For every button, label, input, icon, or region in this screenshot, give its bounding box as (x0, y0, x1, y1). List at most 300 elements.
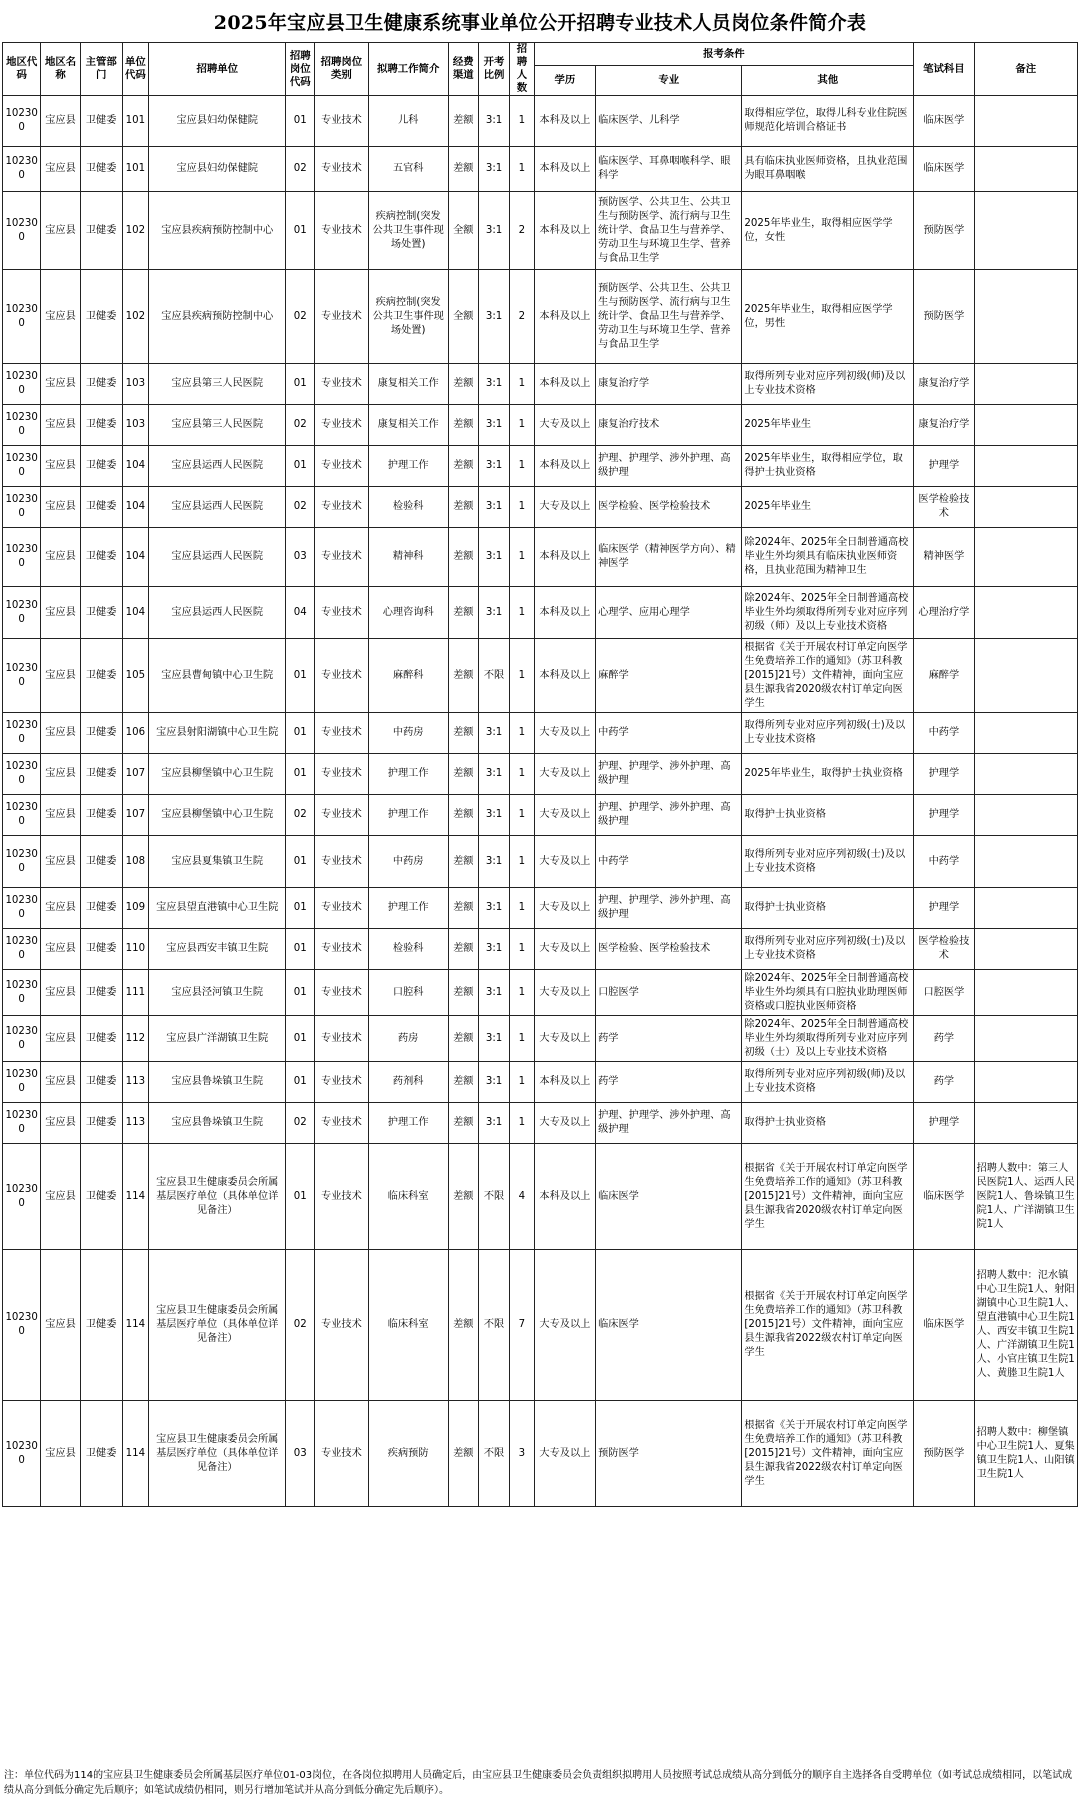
cell-area-name: 宝应县 (41, 970, 80, 1016)
cell-remark (974, 446, 1077, 487)
cell-funding: 差额 (448, 528, 478, 587)
cell-area-code: 102300 (3, 970, 41, 1016)
cell-post-type: 专业技术 (315, 587, 368, 639)
cell-edu: 大专及以上 (534, 713, 596, 754)
cell-major: 康复治疗技术 (596, 405, 742, 446)
cell-funding: 差额 (448, 888, 478, 929)
cell-funding: 差额 (448, 970, 478, 1016)
table-body (3, 96, 1078, 1507)
cell-exam: 预防医学 (914, 270, 974, 364)
cell-ratio: 3:1 (478, 270, 509, 364)
cell-dept: 卫健委 (80, 639, 122, 713)
table-row (3, 1062, 1078, 1103)
cell-edu: 大专及以上 (534, 487, 596, 528)
cell-post-type: 专业技术 (315, 96, 368, 147)
cell-unit: 宝应县鲁垛镇卫生院 (149, 1062, 286, 1103)
cell-unit: 宝应县夏集镇卫生院 (149, 836, 286, 888)
cell-post-type: 专业技术 (315, 147, 368, 192)
cell-other: 取得所列专业对应序列初级(士)及以上专业技术资格 (742, 713, 914, 754)
cell-major: 临床医学 (596, 1144, 742, 1250)
cell-area-code: 102300 (3, 364, 41, 405)
cell-dept: 卫健委 (80, 1016, 122, 1062)
cell-unit-code: 102 (122, 192, 149, 270)
cell-post-type: 专业技术 (315, 1401, 368, 1507)
cell-other: 除2024年、2025年全日制普通高校毕业生外均须具有临床执业医师资格，且执业范围为精神卫生 (742, 528, 914, 587)
cell-post-type: 专业技术 (315, 970, 368, 1016)
cell-area-name: 宝应县 (41, 270, 80, 364)
cell-post-code: 02 (286, 487, 315, 528)
cell-unit-code: 112 (122, 1016, 149, 1062)
cell-area-name: 宝应县 (41, 1016, 80, 1062)
cell-exam: 临床医学 (914, 147, 974, 192)
cell-post-type: 专业技术 (315, 836, 368, 888)
cell-work: 精神科 (368, 528, 448, 587)
cell-funding: 全额 (448, 192, 478, 270)
cell-dept: 卫健委 (80, 888, 122, 929)
table-row (3, 795, 1078, 836)
cell-edu: 大专及以上 (534, 929, 596, 970)
cell-other: 取得所列专业对应序列初级(师)及以上专业技术资格 (742, 1062, 914, 1103)
cell-unit-code: 103 (122, 405, 149, 446)
cell-funding: 差额 (448, 147, 478, 192)
cell-dept: 卫健委 (80, 270, 122, 364)
cell-post-type: 专业技术 (315, 192, 368, 270)
cell-post-type: 专业技术 (315, 1016, 368, 1062)
cell-exam: 心理治疗学 (914, 587, 974, 639)
cell-exam: 中药学 (914, 836, 974, 888)
cell-dept: 卫健委 (80, 446, 122, 487)
cell-major: 护理、护理学、涉外护理、高级护理 (596, 888, 742, 929)
cell-ratio: 3:1 (478, 754, 509, 795)
cell-exam: 临床医学 (914, 1144, 974, 1250)
cell-unit-code: 104 (122, 587, 149, 639)
cell-other: 2025年毕业生，取得相应医学学位，女性 (742, 192, 914, 270)
cell-exam: 护理学 (914, 795, 974, 836)
table-row (3, 754, 1078, 795)
cell-area-code: 102300 (3, 754, 41, 795)
cell-remark (974, 405, 1077, 446)
table-row (3, 1401, 1078, 1507)
cell-count: 1 (510, 487, 534, 528)
cell-post-type: 专业技术 (315, 929, 368, 970)
cell-work: 药房 (368, 1016, 448, 1062)
cell-area-name: 宝应县 (41, 364, 80, 405)
cell-funding: 差额 (448, 364, 478, 405)
cell-edu: 本科及以上 (534, 587, 596, 639)
cell-post-code: 03 (286, 528, 315, 587)
cell-post-type: 专业技术 (315, 754, 368, 795)
cell-remark (974, 639, 1077, 713)
cell-edu: 大专及以上 (534, 754, 596, 795)
cell-unit-code: 113 (122, 1062, 149, 1103)
cell-remark (974, 713, 1077, 754)
cell-count: 1 (510, 888, 534, 929)
cell-major: 药学 (596, 1062, 742, 1103)
cell-unit-code: 104 (122, 446, 149, 487)
cell-edu: 本科及以上 (534, 364, 596, 405)
cell-unit: 宝应县射阳湖镇中心卫生院 (149, 713, 286, 754)
cell-funding: 差额 (448, 1062, 478, 1103)
cell-count: 2 (510, 192, 534, 270)
cell-major: 医学检验、医学检验技术 (596, 487, 742, 528)
cell-major: 中药学 (596, 836, 742, 888)
header-exam: 笔试科目 (914, 43, 974, 96)
cell-dept: 卫健委 (80, 970, 122, 1016)
table-row (3, 192, 1078, 270)
cell-dept: 卫健委 (80, 528, 122, 587)
cell-remark (974, 836, 1077, 888)
cell-other: 取得护士执业资格 (742, 1103, 914, 1144)
cell-area-code: 102300 (3, 192, 41, 270)
cell-other: 根据省《关于开展农村订单定向医学生免费培养工作的通知》（苏卫科教[2015]21号）文件精神，面向宝应县生源我省2020级农村订单定向医学生 (742, 639, 914, 713)
cell-work: 护理工作 (368, 888, 448, 929)
cell-funding: 差额 (448, 836, 478, 888)
cell-exam: 临床医学 (914, 96, 974, 147)
table-row (3, 364, 1078, 405)
cell-unit: 宝应县第三人民医院 (149, 364, 286, 405)
cell-work: 临床科室 (368, 1250, 448, 1401)
cell-unit-code: 105 (122, 639, 149, 713)
cell-post-code: 01 (286, 96, 315, 147)
cell-post-code: 01 (286, 836, 315, 888)
cell-remark (974, 888, 1077, 929)
cell-count: 1 (510, 1062, 534, 1103)
cell-count: 1 (510, 754, 534, 795)
header-count: 招聘人数 (510, 43, 534, 96)
cell-area-name: 宝应县 (41, 795, 80, 836)
cell-edu: 大专及以上 (534, 1103, 596, 1144)
cell-unit: 宝应县卫生健康委员会所属基层医疗单位（具体单位详见备注） (149, 1144, 286, 1250)
cell-ratio: 3:1 (478, 405, 509, 446)
table-row (3, 405, 1078, 446)
cell-area-code: 102300 (3, 528, 41, 587)
cell-remark: 招聘人数中：第三人民医院1人、运西人民医院1人、鲁垛镇卫生院1人、广洋湖镇卫生院1人 (974, 1144, 1077, 1250)
table-row (3, 270, 1078, 364)
cell-remark (974, 970, 1077, 1016)
cell-ratio: 3:1 (478, 970, 509, 1016)
cell-edu: 本科及以上 (534, 639, 596, 713)
cell-post-code: 01 (286, 888, 315, 929)
cell-other: 除2024年、2025年全日制普通高校毕业生外均须具有口腔执业助理医师资格或口腔执业医师资格 (742, 970, 914, 1016)
table-row (3, 888, 1078, 929)
cell-unit-code: 103 (122, 364, 149, 405)
cell-exam: 医学检验技术 (914, 929, 974, 970)
cell-area-name: 宝应县 (41, 528, 80, 587)
cell-post-type: 专业技术 (315, 1250, 368, 1401)
cell-work: 口腔科 (368, 970, 448, 1016)
cell-post-code: 01 (286, 192, 315, 270)
header-other: 其他 (742, 66, 914, 96)
cell-post-code: 02 (286, 1250, 315, 1401)
cell-funding: 差额 (448, 639, 478, 713)
cell-work: 康复相关工作 (368, 405, 448, 446)
cell-edu: 本科及以上 (534, 1144, 596, 1250)
cell-area-name: 宝应县 (41, 587, 80, 639)
recruitment-table (2, 42, 1078, 1507)
cell-ratio: 不限 (478, 1250, 509, 1401)
cell-exam: 医学检验技术 (914, 487, 974, 528)
cell-area-name: 宝应县 (41, 639, 80, 713)
cell-other: 2025年毕业生，取得护士执业资格 (742, 754, 914, 795)
cell-post-type: 专业技术 (315, 1144, 368, 1250)
cell-ratio: 3:1 (478, 795, 509, 836)
cell-work: 麻醉科 (368, 639, 448, 713)
cell-funding: 差额 (448, 487, 478, 528)
cell-dept: 卫健委 (80, 147, 122, 192)
cell-count: 1 (510, 970, 534, 1016)
cell-ratio: 不限 (478, 1144, 509, 1250)
cell-post-type: 专业技术 (315, 639, 368, 713)
cell-major: 护理、护理学、涉外护理、高级护理 (596, 754, 742, 795)
cell-dept: 卫健委 (80, 836, 122, 888)
header-post-code: 招聘岗位代码 (286, 43, 315, 96)
cell-unit-code: 110 (122, 929, 149, 970)
cell-remark (974, 587, 1077, 639)
cell-unit-code: 104 (122, 528, 149, 587)
cell-major: 预防医学、公共卫生、公共卫生与预防医学、流行病与卫生统计学、食品卫生与营养学、劳动卫生与环境卫生学、营养与食品卫生学 (596, 192, 742, 270)
cell-unit: 宝应县柳堡镇中心卫生院 (149, 754, 286, 795)
cell-dept: 卫健委 (80, 929, 122, 970)
cell-dept: 卫健委 (80, 1062, 122, 1103)
cell-other: 取得相应学位，取得儿科专业住院医师规范化培训合格证书 (742, 96, 914, 147)
cell-dept: 卫健委 (80, 587, 122, 639)
cell-ratio: 3:1 (478, 836, 509, 888)
cell-area-code: 102300 (3, 888, 41, 929)
cell-major: 麻醉学 (596, 639, 742, 713)
cell-work: 中药房 (368, 836, 448, 888)
cell-area-code: 102300 (3, 713, 41, 754)
cell-edu: 本科及以上 (534, 147, 596, 192)
cell-ratio: 3:1 (478, 888, 509, 929)
header-unit: 招聘单位 (149, 43, 286, 96)
cell-funding: 差额 (448, 929, 478, 970)
cell-area-code: 102300 (3, 405, 41, 446)
cell-count: 1 (510, 929, 534, 970)
cell-work: 康复相关工作 (368, 364, 448, 405)
cell-post-type: 专业技术 (315, 487, 368, 528)
cell-ratio: 3:1 (478, 446, 509, 487)
cell-remark: 招聘人数中：氾水镇中心卫生院1人、射阳湖镇中心卫生院1人、望直港镇中心卫生院1人、西安丰镇卫生院1人、广洋湖镇卫生院1人、小官庄镇卫生院1人、黄塍卫生院1人 (974, 1250, 1077, 1401)
cell-post-type: 专业技术 (315, 528, 368, 587)
cell-work: 疾病预防 (368, 1401, 448, 1507)
cell-area-name: 宝应县 (41, 192, 80, 270)
cell-post-type: 专业技术 (315, 713, 368, 754)
cell-unit: 宝应县曹甸镇中心卫生院 (149, 639, 286, 713)
header-work: 拟聘工作简介 (368, 43, 448, 96)
cell-exam: 康复治疗学 (914, 364, 974, 405)
cell-other: 除2024年、2025年全日制普通高校毕业生外均须取得所列专业对应序列初级（士）及以上专业技术资格 (742, 1016, 914, 1062)
cell-unit-code: 111 (122, 970, 149, 1016)
cell-area-name: 宝应县 (41, 1062, 80, 1103)
cell-unit-code: 109 (122, 888, 149, 929)
cell-work: 五官科 (368, 147, 448, 192)
cell-other: 2025年毕业生，取得相应医学学位，男性 (742, 270, 914, 364)
cell-work: 临床科室 (368, 1144, 448, 1250)
cell-area-code: 102300 (3, 446, 41, 487)
cell-post-code: 03 (286, 1401, 315, 1507)
cell-funding: 差额 (448, 754, 478, 795)
cell-exam: 临床医学 (914, 1250, 974, 1401)
cell-area-code: 102300 (3, 1103, 41, 1144)
cell-post-code: 02 (286, 147, 315, 192)
cell-area-name: 宝应县 (41, 929, 80, 970)
cell-dept: 卫健委 (80, 364, 122, 405)
cell-area-code: 102300 (3, 639, 41, 713)
cell-unit: 宝应县鲁垛镇卫生院 (149, 1103, 286, 1144)
cell-area-code: 102300 (3, 929, 41, 970)
cell-remark: 招聘人数中：柳堡镇中心卫生院1人、夏集镇卫生院1人、山阳镇卫生院1人 (974, 1401, 1077, 1507)
cell-unit: 宝应县柳堡镇中心卫生院 (149, 795, 286, 836)
cell-exam: 预防医学 (914, 192, 974, 270)
cell-unit: 宝应县妇幼保健院 (149, 96, 286, 147)
cell-dept: 卫健委 (80, 1103, 122, 1144)
cell-post-code: 01 (286, 713, 315, 754)
cell-dept: 卫健委 (80, 795, 122, 836)
table-row (3, 1016, 1078, 1062)
table-row (3, 1250, 1078, 1401)
cell-ratio: 3:1 (478, 364, 509, 405)
cell-post-type: 专业技术 (315, 795, 368, 836)
cell-major: 心理学、应用心理学 (596, 587, 742, 639)
cell-other: 除2024年、2025年全日制普通高校毕业生外均须取得所列专业对应序列初级（师）及以上专业技术资格 (742, 587, 914, 639)
cell-exam: 护理学 (914, 888, 974, 929)
cell-area-code: 102300 (3, 1016, 41, 1062)
cell-unit: 宝应县运西人民医院 (149, 487, 286, 528)
cell-funding: 差额 (448, 1103, 478, 1144)
cell-count: 2 (510, 270, 534, 364)
table-row (3, 1144, 1078, 1250)
cell-major: 预防医学、公共卫生、公共卫生与预防医学、流行病与卫生统计学、食品卫生与营养学、劳动卫生与环境卫生学、营养与食品卫生学 (596, 270, 742, 364)
cell-unit: 宝应县广洋湖镇卫生院 (149, 1016, 286, 1062)
cell-count: 1 (510, 364, 534, 405)
cell-edu: 大专及以上 (534, 1016, 596, 1062)
table-row (3, 929, 1078, 970)
cell-count: 1 (510, 147, 534, 192)
cell-work: 护理工作 (368, 446, 448, 487)
cell-edu: 大专及以上 (534, 888, 596, 929)
cell-dept: 卫健委 (80, 1250, 122, 1401)
cell-unit-code: 108 (122, 836, 149, 888)
cell-major: 护理、护理学、涉外护理、高级护理 (596, 1103, 742, 1144)
table-row (3, 639, 1078, 713)
cell-count: 4 (510, 1144, 534, 1250)
cell-remark (974, 487, 1077, 528)
cell-area-name: 宝应县 (41, 713, 80, 754)
cell-count: 1 (510, 836, 534, 888)
cell-post-code: 01 (286, 929, 315, 970)
cell-edu: 本科及以上 (534, 528, 596, 587)
cell-post-type: 专业技术 (315, 364, 368, 405)
cell-ratio: 3:1 (478, 528, 509, 587)
cell-ratio: 3:1 (478, 96, 509, 147)
cell-other: 2025年毕业生 (742, 487, 914, 528)
cell-unit-code: 114 (122, 1144, 149, 1250)
header-dept: 主管部门 (80, 43, 122, 96)
cell-funding: 全额 (448, 270, 478, 364)
cell-other: 取得护士执业资格 (742, 888, 914, 929)
cell-area-name: 宝应县 (41, 147, 80, 192)
cell-area-code: 102300 (3, 836, 41, 888)
cell-count: 1 (510, 587, 534, 639)
cell-other: 2025年毕业生，取得相应学位，取得护士执业资格 (742, 446, 914, 487)
cell-remark (974, 364, 1077, 405)
cell-edu: 大专及以上 (534, 970, 596, 1016)
cell-ratio: 3:1 (478, 587, 509, 639)
cell-work: 疾病控制(突发公共卫生事件现场处置) (368, 192, 448, 270)
cell-unit: 宝应县运西人民医院 (149, 446, 286, 487)
cell-area-code: 102300 (3, 1401, 41, 1507)
cell-funding: 差额 (448, 1401, 478, 1507)
cell-ratio: 3:1 (478, 1103, 509, 1144)
header-area-name: 地区名称 (41, 43, 80, 96)
cell-exam: 麻醉学 (914, 639, 974, 713)
cell-other: 根据省《关于开展农村订单定向医学生免费培养工作的通知》（苏卫科教[2015]21号）文件精神，面向宝应县生源我省2022级农村订单定向医学生 (742, 1401, 914, 1507)
cell-dept: 卫健委 (80, 96, 122, 147)
cell-post-code: 02 (286, 270, 315, 364)
cell-count: 1 (510, 446, 534, 487)
cell-edu: 本科及以上 (534, 1062, 596, 1103)
cell-other: 取得所列专业对应序列初级(士)及以上专业技术资格 (742, 836, 914, 888)
cell-work: 护理工作 (368, 754, 448, 795)
cell-unit: 宝应县卫生健康委员会所属基层医疗单位（具体单位详见备注） (149, 1250, 286, 1401)
cell-work: 护理工作 (368, 795, 448, 836)
cell-other: 取得所列专业对应序列初级(师)及以上专业技术资格 (742, 364, 914, 405)
cell-count: 1 (510, 1016, 534, 1062)
cell-area-code: 102300 (3, 587, 41, 639)
cell-unit: 宝应县泾河镇卫生院 (149, 970, 286, 1016)
cell-dept: 卫健委 (80, 1144, 122, 1250)
cell-remark (974, 1062, 1077, 1103)
table-row (3, 836, 1078, 888)
cell-post-type: 专业技术 (315, 1062, 368, 1103)
cell-exam: 药学 (914, 1062, 974, 1103)
table-row (3, 528, 1078, 587)
header-edu: 学历 (534, 66, 596, 96)
cell-major: 预防医学 (596, 1401, 742, 1507)
header-post-type: 招聘岗位类别 (315, 43, 368, 96)
cell-unit-code: 106 (122, 713, 149, 754)
cell-count: 1 (510, 528, 534, 587)
cell-dept: 卫健委 (80, 754, 122, 795)
cell-dept: 卫健委 (80, 1401, 122, 1507)
cell-major: 医学检验、医学检验技术 (596, 929, 742, 970)
cell-unit-code: 107 (122, 754, 149, 795)
cell-unit-code: 113 (122, 1103, 149, 1144)
cell-dept: 卫健委 (80, 192, 122, 270)
cell-post-code: 01 (286, 446, 315, 487)
cell-funding: 差额 (448, 446, 478, 487)
cell-major: 临床医学 (596, 1250, 742, 1401)
cell-dept: 卫健委 (80, 713, 122, 754)
cell-post-code: 02 (286, 1103, 315, 1144)
cell-major: 临床医学、儿科学 (596, 96, 742, 147)
table-row (3, 713, 1078, 754)
header-major: 专业 (596, 66, 742, 96)
cell-exam: 护理学 (914, 446, 974, 487)
cell-ratio: 不限 (478, 1401, 509, 1507)
cell-area-code: 102300 (3, 96, 41, 147)
cell-post-code: 01 (286, 364, 315, 405)
page-title: 2025年宝应县卫生健康系统事业单位公开招聘专业技术人员岗位条件简介表 (213, 12, 867, 34)
cell-area-name: 宝应县 (41, 1250, 80, 1401)
cell-unit-code: 102 (122, 270, 149, 364)
cell-unit: 宝应县望直港镇中心卫生院 (149, 888, 286, 929)
cell-remark (974, 929, 1077, 970)
cell-unit: 宝应县卫生健康委员会所属基层医疗单位（具体单位详见备注） (149, 1401, 286, 1507)
cell-funding: 差额 (448, 587, 478, 639)
cell-work: 儿科 (368, 96, 448, 147)
table-row (3, 970, 1078, 1016)
